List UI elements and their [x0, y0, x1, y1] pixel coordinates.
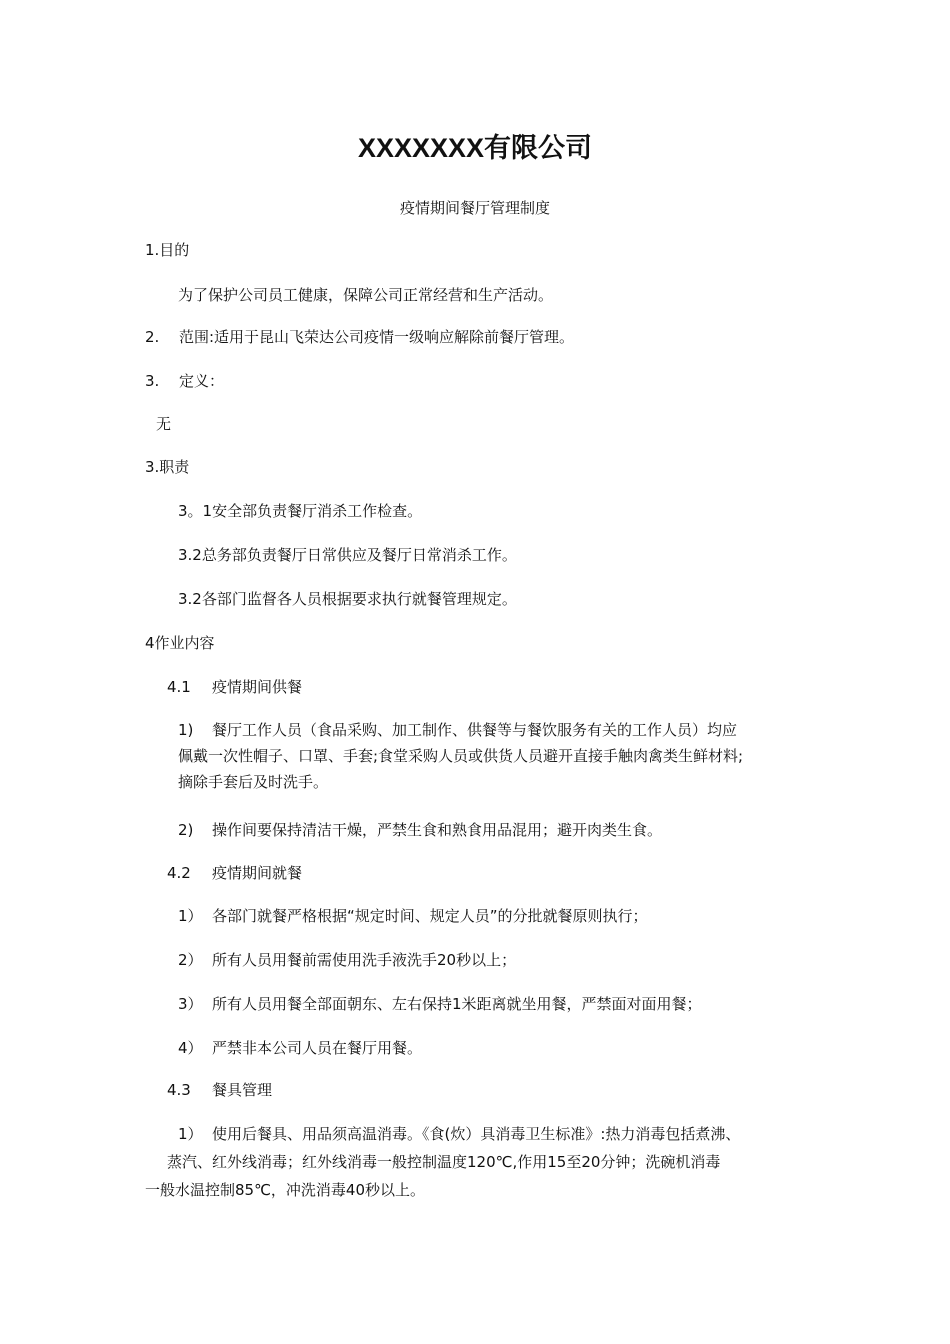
- duty-item-1: 3。1安全部负责餐厅消杀工作检查。: [178, 502, 423, 520]
- section-4-3-item-1-line-2: 蒸汽、红外线消毒；红外线消毒一般控制温度120℃,作用15至20分钟；洗碗机消毒: [167, 1153, 721, 1171]
- section-4-1-item-1-text: 餐厅工作人员（食品采购、加工制作、供餐等与餐饮服务有关的工作人员）均应: [212, 721, 738, 739]
- section-4-3-item-1-text: 使用后餐具、用品须高温消毒。《食(炊）具消毒卫生标准》:热力消毒包括煮沸、: [212, 1125, 741, 1143]
- section-4-2-number: 4.2: [167, 864, 191, 882]
- section-4-1-item-2: [178, 820, 662, 840]
- section-4-2-item-3-number: 3）: [178, 995, 203, 1013]
- section-4-3-number: 4.3: [167, 1081, 191, 1099]
- section-4-2-item-1-number: 1）: [178, 907, 203, 925]
- section-4-2-item-1: [178, 906, 648, 926]
- section-4-1-item-2-text: 操作间要保持清洁干燥，严禁生食和熟食用品混用；避开肉类生食。: [212, 821, 663, 839]
- section-4-2-item-4: [178, 1038, 422, 1058]
- section-4-2-item-3-text: 所有人员用餐全部面朝东、左右保持1米距离就坐用餐，严禁面对面用餐；: [212, 995, 702, 1013]
- work-heading: 4作业内容: [145, 634, 215, 652]
- section-4-2-item-2-number: 2）: [178, 951, 203, 969]
- section-4-2-item-2-text: 所有人员用餐前需使用洗手液洗手20秒以上；: [212, 951, 517, 969]
- section-4-1-item-2-number: 2): [178, 821, 194, 839]
- section-4-1-item-1-line-3: 摘除手套后及时洗手。: [178, 773, 329, 791]
- section-4-2-item-3: [178, 994, 702, 1014]
- purpose-text: 为了保护公司员工健康，保障公司正常经营和生产活动。: [178, 286, 554, 304]
- definition-text: 定义：: [179, 372, 225, 390]
- section-4-3-title: 餐具管理: [212, 1081, 273, 1099]
- definition-number: 3.: [145, 372, 160, 390]
- section-4-3-item-1-line-3: 一般水温控制85℃，冲洗消毒40秒以上。: [145, 1181, 426, 1199]
- section-4-1-item-1-line-2: 佩戴一次性帽子、口罩、手套;食堂采购人员或供货人员避开直接手触肉禽类生鲜材料;: [178, 747, 744, 765]
- section-4-3-heading: [167, 1080, 272, 1100]
- section-4-2-title: 疫情期间就餐: [212, 864, 303, 882]
- section-4-1-item-1-number: 1): [178, 721, 194, 739]
- section-4-3-item-1-number: 1）: [178, 1125, 203, 1143]
- section-4-2-heading: [167, 863, 302, 883]
- scope-line: [145, 327, 574, 347]
- section-4-2-item-4-text: 严禁非本公司人员在餐厅用餐。: [212, 1039, 423, 1057]
- definition-value: 无: [156, 415, 172, 433]
- duty-item-2: 3.2总务部负责餐厅日常供应及餐厅日常消杀工作。: [178, 546, 517, 564]
- definition-line: [145, 371, 224, 391]
- section-4-2-item-4-number: 4）: [178, 1039, 203, 1057]
- section-4-2-item-2: [178, 950, 516, 970]
- scope-text: 范围:适用于昆山飞荣达公司疫情一级响应解除前餐厅管理。: [179, 328, 575, 346]
- section-4-1-number: 4.1: [167, 678, 191, 696]
- duty-item-3: 3.2各部门监督各人员根据要求执行就餐管理规定。: [178, 590, 517, 608]
- document-title: XXXXXXX有限公司: [357, 133, 593, 163]
- section-4-2-item-1-text: 各部门就餐严格根据“规定时间、规定人员”的分批就餐原则执行；: [212, 907, 648, 925]
- document-subtitle: 疫情期间餐厅管理制度: [399, 199, 550, 217]
- section-4-1-title: 疫情期间供餐: [212, 678, 303, 696]
- section-4-1-item-1-line-1: [178, 720, 737, 740]
- duty-heading: 3.职责: [145, 458, 190, 476]
- scope-number: 2.: [145, 328, 160, 346]
- purpose-heading: 1.目的: [145, 241, 190, 259]
- section-4-1-heading: [167, 677, 302, 697]
- section-4-3-item-1-line-1: [178, 1124, 740, 1144]
